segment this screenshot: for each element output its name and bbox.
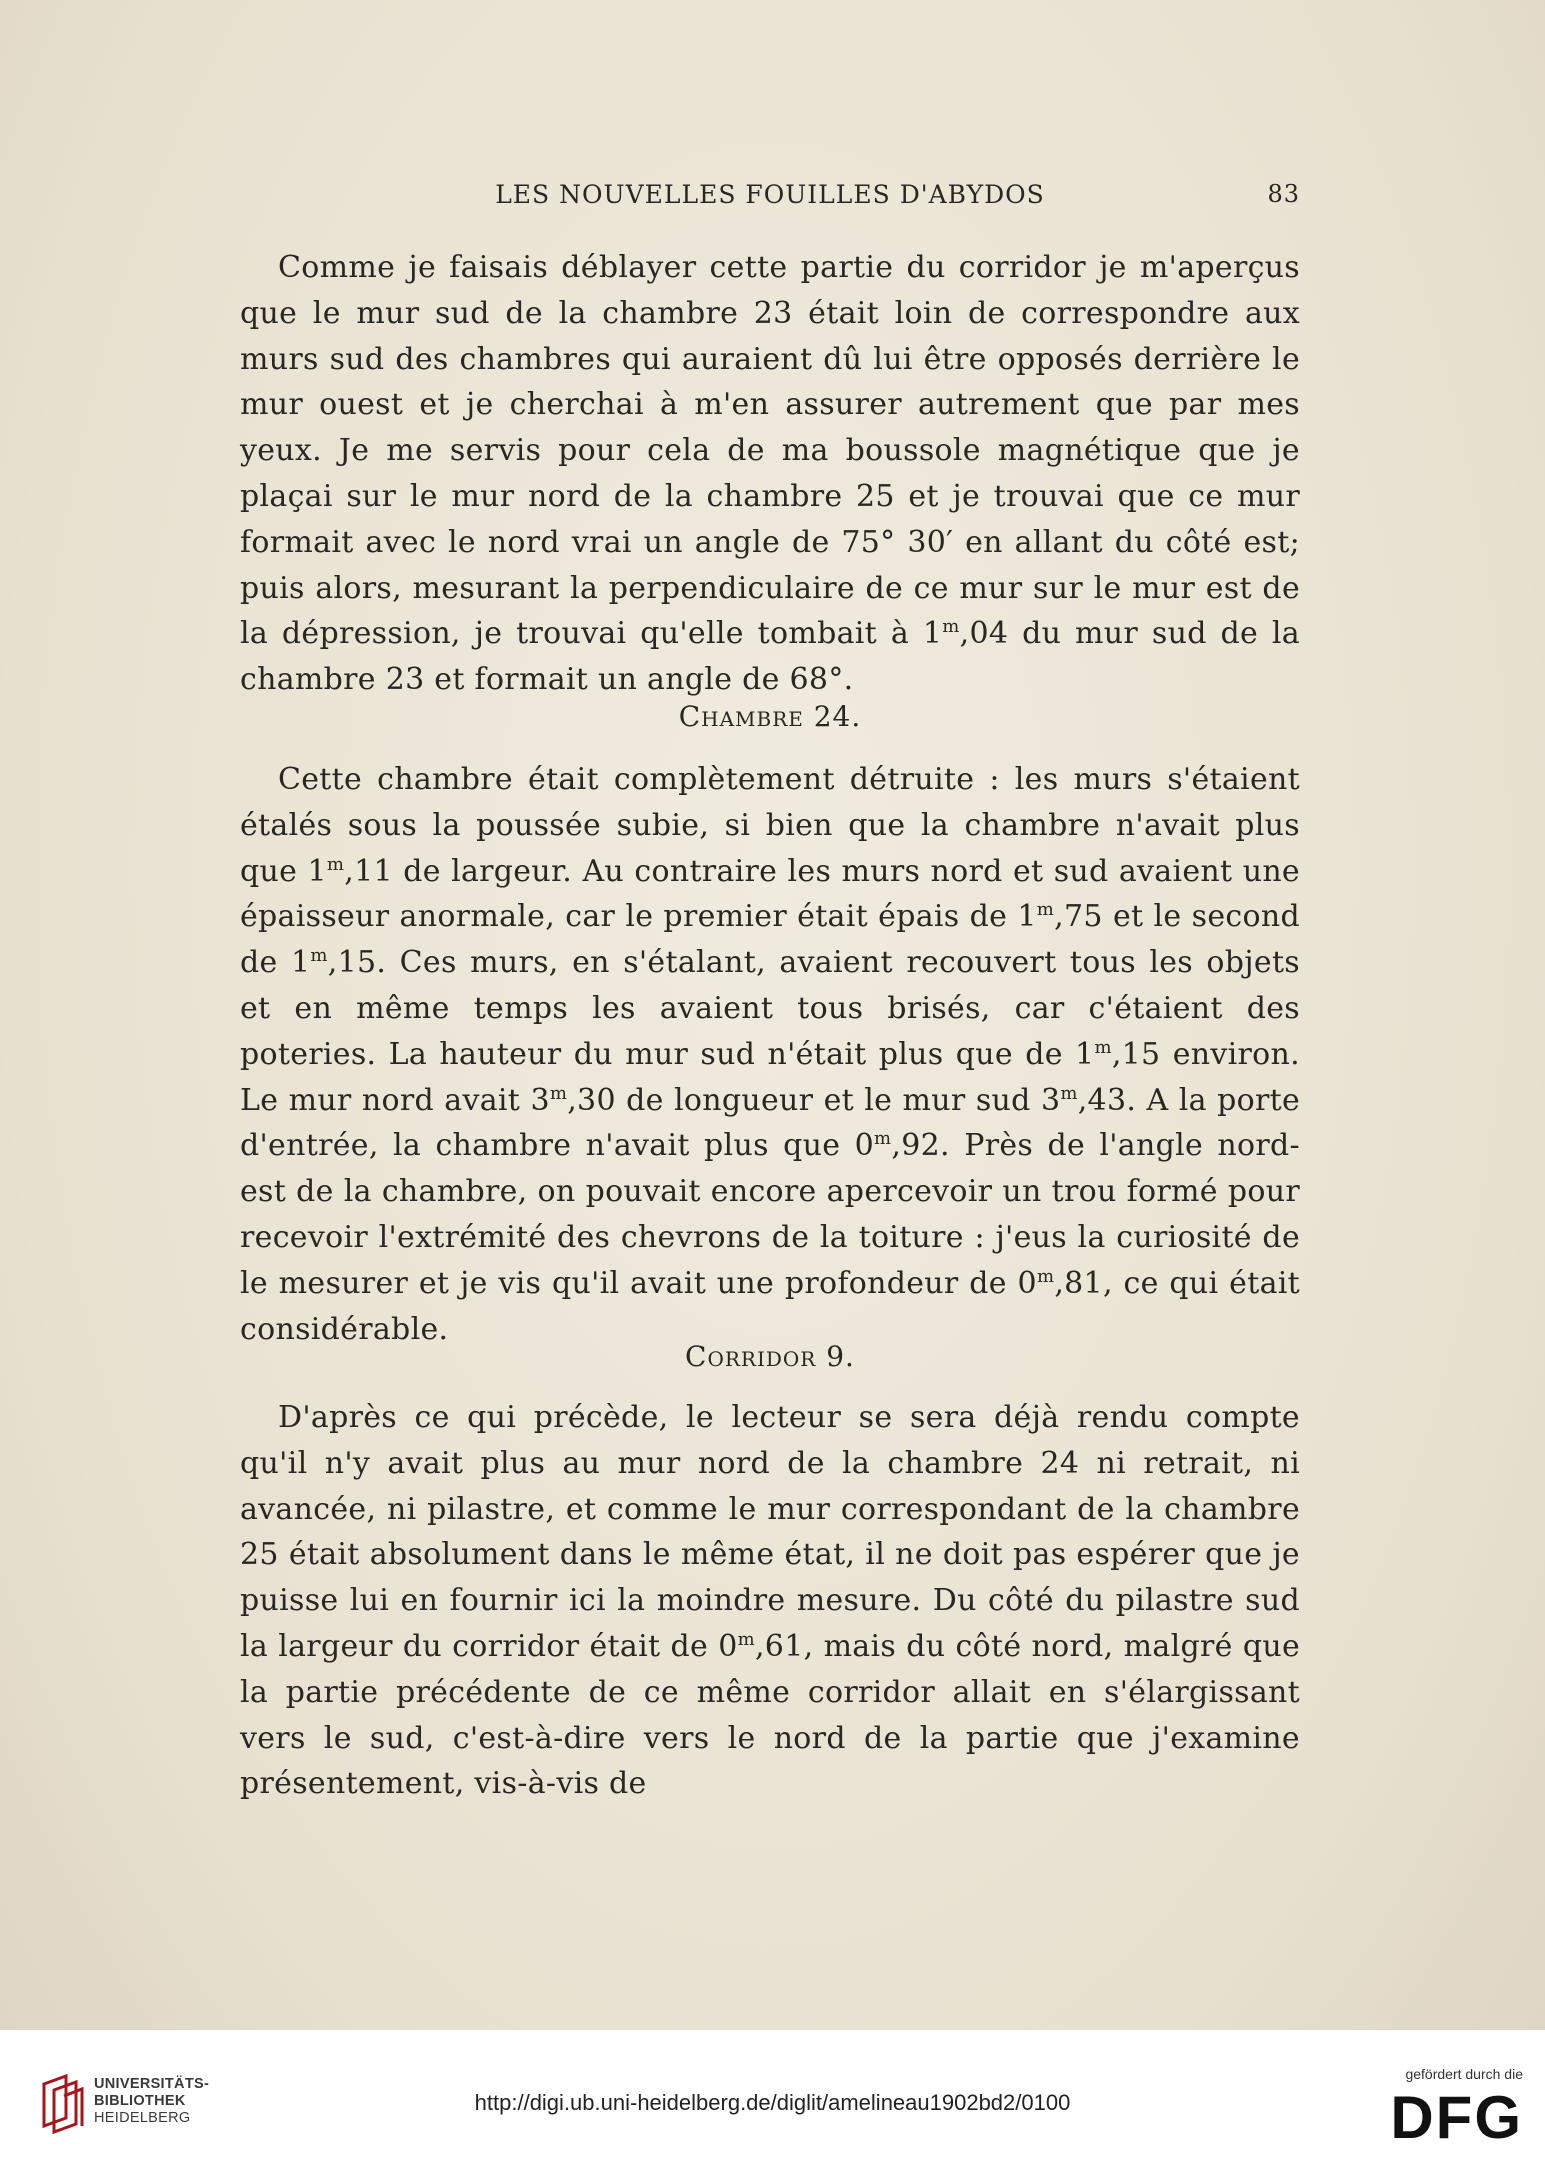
paragraph-2	[240, 757, 1300, 1352]
p2-t3: ,75 et le second de 1	[240, 899, 1300, 981]
permalink-url[interactable]: http://digi.ub.uni-heidelberg.de/diglit/amelineau1902bd2/0100	[474, 2090, 1071, 2115]
p2-t6: ,30 de longueur et le mur sud 3	[567, 1082, 1061, 1118]
page-number: 83	[1267, 180, 1300, 208]
unit-sup: m	[1036, 1265, 1055, 1287]
running-header	[240, 180, 1300, 220]
library-line-3: HEIDELBERG	[94, 2110, 191, 2126]
p2-t2: ,11 de largeur. Au contraire les murs nord et sud avaient une épaisseur anormale, car le premier était épais de 1	[240, 853, 1300, 935]
unit-sup: m	[1036, 899, 1055, 921]
paragraph-1-text: Comme je faisais déblayer cette partie du corridor je m'aperçus que le mur sud de la chambre 23 était loin de correspondre aux murs sud des chambres qui auraient dû lui être opposés derrière le mur ouest et je cherchai à m'en assurer autrement que par mes yeux. Je me servis pour cela de ma boussole magnétique que je plaçai sur le mur nord de la chambre 25 et je trouvai que ce mur formait avec le nord vrai un angle de 75° 30′ en allant du côté est; puis alors, mesurant la perpendiculaire de ce mur sur le mur est de la dépression, je trouvai qu'elle tombait à 1	[240, 250, 1300, 652]
heading-chambre-24: Chambre 24.	[678, 700, 862, 733]
paragraph-1	[240, 245, 1300, 703]
funding-label: gefördert durch die	[1405, 2066, 1523, 2082]
p2-t4: ,15. Ces murs, en s'étalant, avaient recouvert tous les objets et en même temps les avaient tous brisés, car c'étaient des poteries. La hauteur du mur sud n'était plus que de 1	[240, 945, 1301, 1072]
unit-sup: m	[1094, 1036, 1112, 1058]
unit-sup: m	[942, 616, 960, 638]
unit-sup: m	[874, 1128, 892, 1150]
p2-t9: ,81, ce qui était considérable.	[240, 1265, 1301, 1347]
paragraph-1-tail: ,04 du mur sud de la chambre 23 et formait un angle de 68°.	[240, 616, 1300, 698]
p2-t1: Cette chambre était complètement détruite : les murs s'étaient étalés sous la poussée subie, si bien que la chambre n'avait plus que 1	[240, 762, 1300, 889]
p2-t5: ,15 environ. Le mur nord avait 3	[240, 1036, 1300, 1118]
heading-corridor-9: Corridor 9.	[685, 1340, 855, 1373]
library-line-2: BIBLIOTHEK	[94, 2093, 186, 2109]
p2-t7: ,43. A la porte d'entrée, la chambre n'avait plus que 0	[240, 1082, 1301, 1164]
p3-t2: ,61, mais du côté nord, malgré que la partie précédente de ce même corridor allait en s'élargissant vers le sud, c'est-à-dire vers le nord de la partie que j'examine présentement, vis-à-vis de	[240, 1628, 1301, 1802]
viewer-footer	[0, 2030, 1545, 2169]
running-title: LES NOUVELLES FOUILLES D'ABYDOS	[495, 180, 1045, 209]
p3-t1: D'après ce qui précède, le lecteur se sera déjà rendu compte qu'il n'y avait plus au mur nord de la chambre 24 ni retrait, ni avancée, ni pilastre, et comme le mur correspondant de la chambre 25 était absolument dans le même état, il ne doit pas espérer que je puisse lui en fournir ici la moindre mesure. Du côté du pilastre sud la largeur du corridor était de 0	[240, 1400, 1300, 1664]
library-line-1: UNIVERSITÄTS-	[94, 2076, 210, 2092]
paragraph-3	[240, 1395, 1300, 1807]
unit-sup: m	[310, 945, 328, 967]
unit-sup: m	[1060, 1082, 1078, 1104]
unit-sup: m	[549, 1082, 568, 1104]
unit-sup: m	[326, 853, 345, 875]
unit-sup: m	[737, 1628, 755, 1650]
dfg-logo: DFG	[1390, 2084, 1523, 2151]
p2-t8: ,92. Près de l'angle nord-est de la chambre, on pouvait encore apercevoir un trou formé pour recevoir l'extrémité des chevrons de la toiture : j'eus la curiosité de le mesurer et je vis qu'il avait une profondeur de 0	[240, 1128, 1300, 1301]
